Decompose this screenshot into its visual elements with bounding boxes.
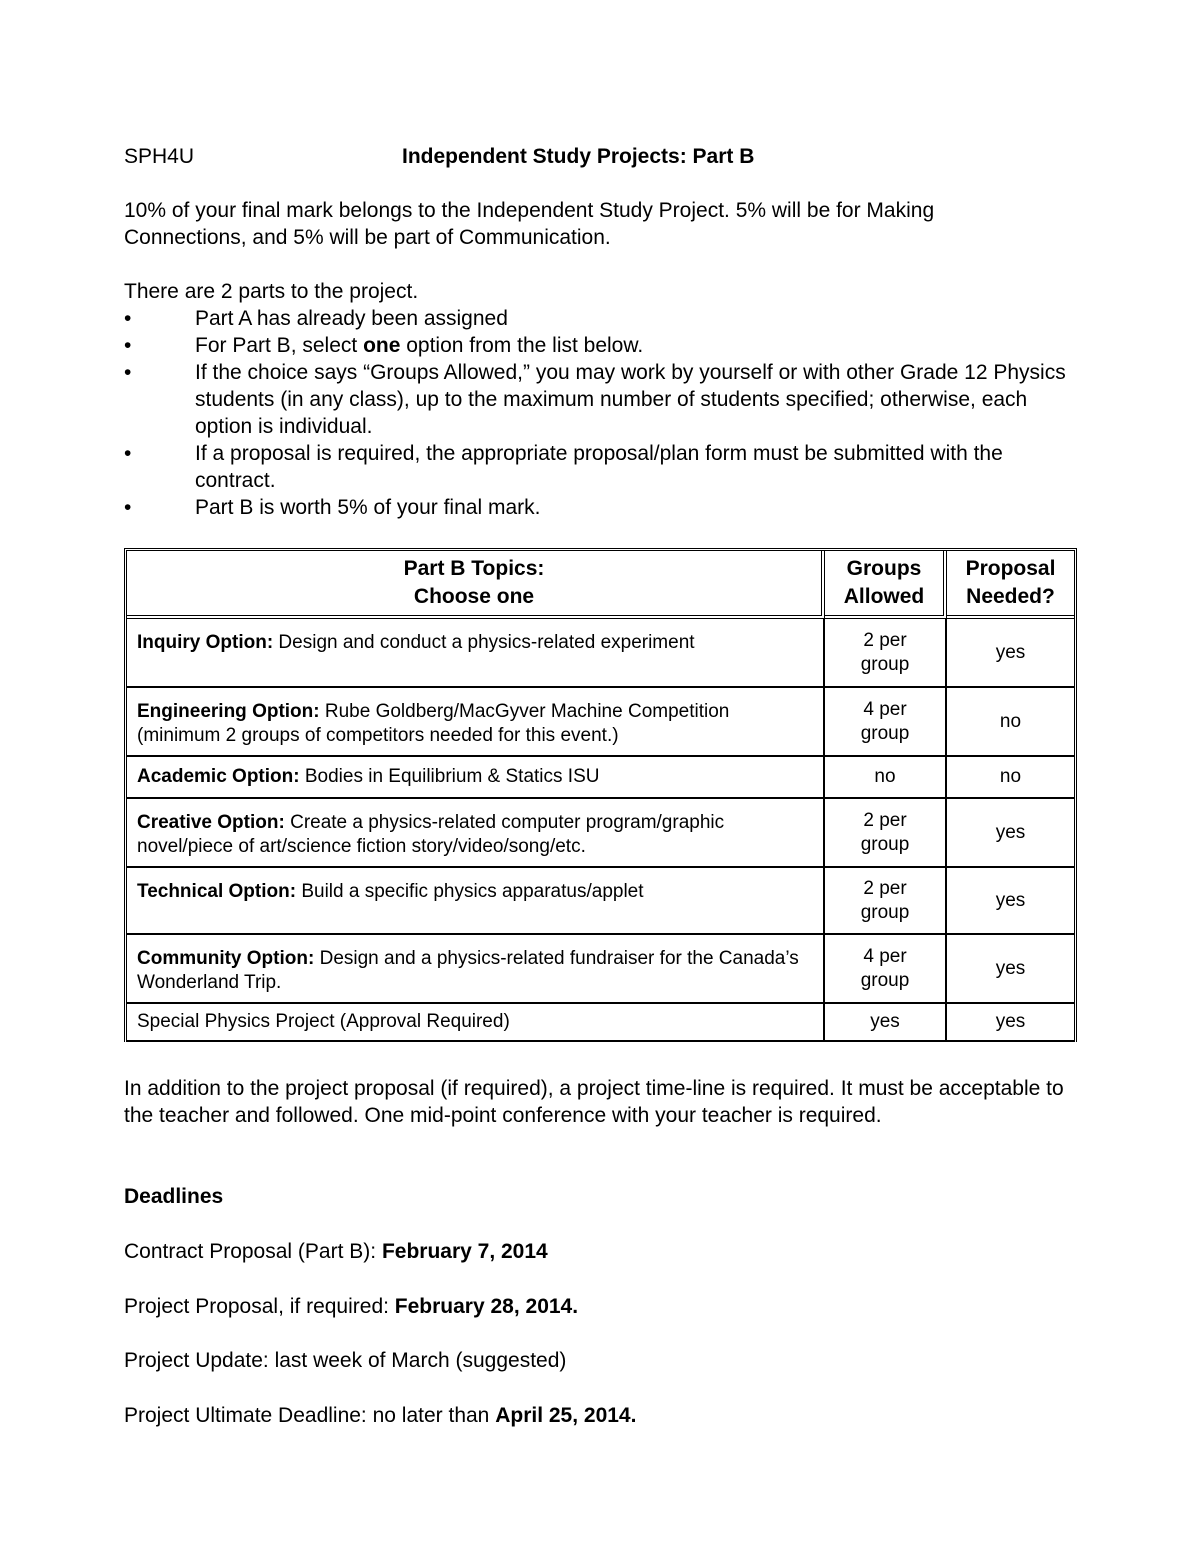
- proposal-cell: yes: [947, 619, 1074, 688]
- table-row: [127, 757, 1074, 799]
- instructions-list: [124, 305, 1074, 521]
- groups-cell: [825, 688, 947, 757]
- deadline-update: Project Update: last week of March (suggested): [124, 1349, 567, 1372]
- groups-value: 2 per: [863, 877, 907, 899]
- course-code: SPH4U: [124, 145, 195, 168]
- table-row: [127, 935, 1074, 1004]
- deadline-proposal: [124, 1293, 578, 1320]
- header-groups: [825, 551, 947, 619]
- deadline-ultimate: [124, 1402, 636, 1429]
- list-item: [124, 332, 1074, 359]
- option-description: Bodies in Equilibrium & Statics ISU: [299, 766, 600, 787]
- groups-value: group: [860, 653, 910, 675]
- groups-value: 2 per: [863, 629, 907, 651]
- bullet-text: option from the list below.: [400, 334, 644, 357]
- list-item: [124, 359, 1074, 440]
- option-label: Inquiry Option:: [137, 632, 274, 653]
- deadline-label: Contract Proposal (Part B):: [124, 1240, 382, 1263]
- deadlines-heading: Deadlines: [124, 1185, 224, 1208]
- groups-value: no: [874, 766, 896, 787]
- bullet-icon: •: [124, 307, 132, 330]
- groups-cell: [825, 1004, 947, 1042]
- groups-value: 2 per: [863, 809, 907, 831]
- deadline-date: April 25, 2014.: [495, 1404, 637, 1427]
- proposal-cell: yes: [947, 1004, 1074, 1042]
- topic-cell: [127, 799, 825, 868]
- header-topics: [127, 551, 825, 619]
- intro-line-2: Connections, and 5% will be part of Communication.: [124, 226, 611, 249]
- header-groups-line-1: Groups: [846, 557, 922, 580]
- option-label: Academic Option:: [137, 766, 300, 787]
- option-description: Design and a physics-related fundraiser for the Canada’s Wonderland Trip.: [137, 948, 799, 993]
- option-description: Rube Goldberg/MacGyver Machine Competition (minimum 2 groups of competitors needed for this event.): [137, 701, 730, 746]
- groups-value: 4 per: [863, 698, 907, 720]
- intro-paragraph: [124, 197, 1064, 251]
- list-item: [124, 440, 1074, 494]
- document-title: Independent Study Projects: Part B: [402, 145, 755, 168]
- bullet-icon: •: [124, 442, 132, 465]
- table-row: [127, 868, 1074, 935]
- header-topics-line-1: Part B Topics:: [403, 557, 545, 580]
- groups-value: group: [860, 901, 910, 923]
- groups-value: group: [860, 722, 910, 744]
- topic-cell: [127, 868, 825, 935]
- bullet-text: For Part B, select: [195, 334, 364, 357]
- table-row: [127, 799, 1074, 868]
- groups-value: group: [860, 969, 910, 991]
- list-item: [124, 305, 1074, 332]
- option-description: Build a specific physics apparatus/applet: [296, 881, 644, 902]
- header-proposal-line-1: Proposal: [965, 557, 1056, 580]
- bullet-text: Part B is worth 5% of your final mark.: [195, 496, 541, 519]
- proposal-cell: yes: [947, 799, 1074, 868]
- list-item: [124, 494, 1074, 521]
- option-description: Special Physics Project (Approval Required): [137, 1011, 510, 1032]
- topic-cell: [127, 619, 825, 688]
- bullet-icon: •: [124, 334, 132, 357]
- intro-line-1: 10% of your final mark belongs to the Independent Study Project. 5% will be for Making: [124, 199, 935, 222]
- deadline-label: Project Proposal, if required:: [124, 1295, 395, 1318]
- deadline-date: February 7, 2014: [381, 1240, 548, 1263]
- header-proposal-line-2: Needed?: [966, 585, 1055, 608]
- topics-table: [124, 548, 1077, 1042]
- header-groups-line-2: Allowed: [843, 585, 925, 608]
- header-topics-line-2: Choose one: [413, 585, 535, 608]
- table-row: [127, 619, 1074, 688]
- bullet-text: Part A has already been assigned: [195, 307, 508, 330]
- option-description: Design and conduct a physics-related experiment: [273, 632, 695, 653]
- bullet-icon: •: [124, 361, 132, 384]
- groups-cell: [825, 935, 947, 1004]
- topic-cell: [127, 757, 825, 799]
- bullet-emphasis: one: [363, 334, 401, 357]
- header-proposal: [947, 551, 1074, 619]
- groups-value: group: [860, 833, 910, 855]
- groups-value: 4 per: [863, 945, 907, 967]
- proposal-cell: no: [947, 757, 1074, 799]
- groups-value: yes: [870, 1011, 900, 1032]
- bullet-icon: •: [124, 496, 132, 519]
- proposal-cell: no: [947, 688, 1074, 757]
- topic-cell: [127, 1004, 825, 1042]
- bullet-text: If the choice says “Groups Allowed,” you may work by yourself or with other Grade 12 Physics students (in any class), up to the maximum number of students specified; otherwise, each option is individual.: [195, 361, 1066, 438]
- deadline-label: Project Ultimate Deadline: no later than: [124, 1404, 496, 1427]
- table-row: [127, 1004, 1074, 1042]
- groups-cell: [825, 868, 947, 935]
- bullet-text: If a proposal is required, the appropriate proposal/plan form must be submitted with the contract.: [195, 442, 1003, 492]
- groups-cell: [825, 799, 947, 868]
- addition-paragraph: In addition to the project proposal (if required), a project time-line is required. It must be acceptable to the teacher and followed. One mid-point conference with your teacher is required.: [124, 1077, 1064, 1127]
- topic-cell: [127, 935, 825, 1004]
- option-label: Technical Option:: [137, 881, 297, 902]
- option-description: Create a physics-related computer program/graphic novel/piece of art/science fiction story/video/song/etc.: [137, 812, 725, 857]
- groups-cell: [825, 757, 947, 799]
- option-label: Community Option:: [137, 948, 315, 969]
- option-label: Engineering Option:: [137, 701, 320, 722]
- topic-cell: [127, 688, 825, 757]
- parts-intro: There are 2 parts to the project.: [124, 280, 419, 303]
- deadline-date: February 28, 2014.: [394, 1295, 579, 1318]
- proposal-cell: yes: [947, 935, 1074, 1004]
- deadline-contract: [124, 1238, 548, 1265]
- proposal-cell: yes: [947, 868, 1074, 935]
- table-row: [127, 688, 1074, 757]
- groups-cell: [825, 619, 947, 688]
- option-label: Creative Option:: [137, 812, 285, 833]
- table-header-row: [127, 551, 1074, 619]
